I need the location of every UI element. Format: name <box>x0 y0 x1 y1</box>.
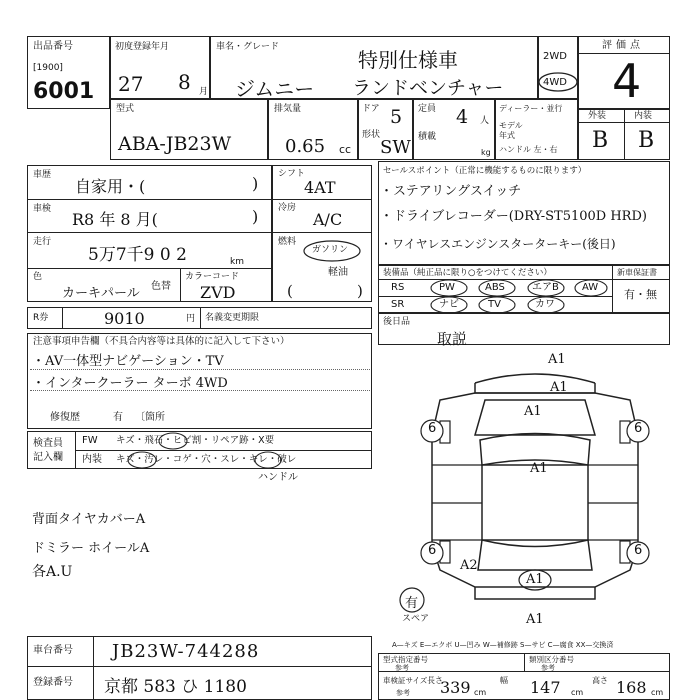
damage-mark-6: A1 <box>526 572 544 587</box>
repair-places: 〔箇所 <box>135 412 165 423</box>
option-pw: PW <box>439 282 455 293</box>
shift-value: 4AT <box>304 178 336 197</box>
capacity-unit: 人 <box>480 116 490 126</box>
option-abs: ABS <box>485 282 505 293</box>
tire-mark-rr: 6 <box>634 543 643 558</box>
damage-mark-2: A1 <box>550 380 568 395</box>
interior-grade: B <box>638 128 655 153</box>
inspection-value: R8 年 8 月( <box>72 210 158 229</box>
after-install-value: 取説 <box>437 330 468 348</box>
interior-label: 内装 <box>634 111 653 121</box>
special-edition: 特別仕様車 <box>358 48 458 72</box>
first-reg-year: 27 <box>118 72 144 96</box>
note-line-1: ・AV一体型ナビゲーション・TV <box>32 354 224 369</box>
notes-label: 注意事項申告欄（不具合内容等は具体的に記入して下さい） <box>33 336 290 347</box>
damage-mark-3: A1 <box>524 404 542 419</box>
chassis-label: 車台番号 <box>33 645 73 656</box>
name-grade-label: 車名・グレード <box>216 42 280 52</box>
load-unit: kg <box>481 148 491 157</box>
height-label: 高さ <box>592 676 608 685</box>
note-line-2: ・インタークーラー ターボ 4WD <box>32 376 228 391</box>
comment-2: ドミラー ホイールA <box>32 541 150 556</box>
option-leather: カワ <box>535 299 555 310</box>
after-install-label: 後日品 <box>383 317 411 327</box>
warranty-value: 有・無 <box>624 288 657 301</box>
car-name: ジムニー <box>235 77 315 101</box>
damage-mark-5: A2 <box>460 558 478 573</box>
color-value: カーキパール <box>62 286 140 301</box>
option-tv: TV <box>488 299 501 310</box>
option-circles <box>378 279 612 313</box>
width-label: 幅 <box>500 676 508 685</box>
fw-label: FW <box>82 435 98 446</box>
sales-point-3: ・ワイヤレスエンジンスターターキー(後日) <box>380 237 616 251</box>
width-value: 147 <box>530 678 561 697</box>
reg-label: 登録番号 <box>33 677 73 688</box>
tire-mark-rl: 6 <box>428 543 437 558</box>
drive-2wd: 2WD <box>543 51 567 62</box>
first-reg-month: 8 <box>178 70 191 94</box>
spare-value: 有 <box>405 596 419 611</box>
sales-point-1: ・ステアリングスイッチ <box>380 184 522 199</box>
first-reg-label: 初度登録年月 <box>115 42 170 52</box>
name-change-label: 名義変更期限 <box>205 313 260 323</box>
comment-3: 各A.U <box>32 564 73 580</box>
lot-number: 6001 <box>33 79 95 104</box>
handle-label: ハンドル 左・右 <box>499 145 558 154</box>
chassis-value: JB23W-744288 <box>112 641 260 662</box>
tire-mark-fl: 6 <box>428 421 437 436</box>
comment-1: 背面タイヤカバーA <box>32 512 146 527</box>
sales-point-2: ・ドライブレコーダー(DRY-ST5100D HRD) <box>380 209 647 224</box>
lot-label: 出品番号 <box>33 41 73 52</box>
dealer-label: ディーラー・並行 <box>499 104 563 113</box>
sales-points-label: セールスポイント（正常に機能するものに限ります） <box>383 166 587 176</box>
car-history-label: 車歴 <box>33 170 52 180</box>
model-value: ABA-JB23W <box>118 133 232 155</box>
shape-value: SW <box>380 137 411 158</box>
damage-mark-4: A1 <box>530 461 548 476</box>
repair-value: 有 <box>113 412 123 423</box>
fuel-gasoline-circle <box>301 238 363 264</box>
damage-mark-1: A1 <box>548 352 566 367</box>
damage-mark-7: A1 <box>526 612 544 627</box>
handle-note: ハンドル <box>258 472 298 483</box>
fuel-open: ( <box>287 282 293 300</box>
spare-circle <box>398 586 426 614</box>
capacity-value: 4 <box>456 106 469 128</box>
mileage-value: 5万7千9 0 2 <box>88 245 187 265</box>
mileage-label: 走行 <box>33 237 52 247</box>
doors-label: ドア <box>362 104 380 114</box>
option-sr: SR <box>391 299 405 310</box>
recycle-unit: 円 <box>186 314 196 324</box>
repair-label: 修復歴 <box>50 412 80 423</box>
after-install-box <box>378 313 670 345</box>
grade-name: ランドベンチャー <box>352 77 504 99</box>
size-ref-label: 参考 <box>396 689 410 697</box>
interior-row-label: 内装 <box>82 454 102 465</box>
car-diagram <box>400 355 670 630</box>
exterior-grade: B <box>592 128 609 153</box>
displacement-value: 0.65 <box>285 136 326 157</box>
category-label: 類別区分番号 <box>529 655 574 664</box>
displacement-unit: cc <box>339 143 352 156</box>
fuel-close: ) <box>357 282 363 300</box>
color-label: 色 <box>33 272 43 282</box>
load-label: 積載 <box>418 132 437 142</box>
recycle-value: 9010 <box>104 309 145 328</box>
drive-4wd-circle <box>536 70 580 94</box>
color-code-label: カラーコード <box>185 272 240 282</box>
width-unit: cm <box>571 688 584 697</box>
tire-mark-fr: 6 <box>634 421 643 436</box>
legend: A—キズ E—エクボ U—凹み W—補修跡 S—サビ C—腐食 XX—交換済 <box>392 641 614 649</box>
fuel-label: 燃料 <box>278 237 297 247</box>
option-navi: ナビ <box>439 299 459 310</box>
score-label: 評価点 <box>602 40 644 51</box>
doors-value: 5 <box>390 106 403 128</box>
model-label: 型式 <box>116 104 135 114</box>
recycle-label: R券 <box>33 313 49 323</box>
option-aw: AW <box>582 282 599 293</box>
length-unit: cm <box>474 688 487 697</box>
height-unit: cm <box>651 688 664 697</box>
drive-4wd: 4WD <box>543 77 567 88</box>
category-ref-label: 参考 <box>541 664 555 672</box>
fuel-gasoline: ガソリン <box>312 245 349 255</box>
car-history-close: ) <box>252 174 259 193</box>
height-value: 168 <box>616 678 647 697</box>
warranty-label: 新車保証書 <box>617 268 657 277</box>
fw-items: キズ・飛石・ヒビ割・リペア跡・X要 <box>116 435 275 446</box>
car-history-value: 自家用・( <box>75 177 146 196</box>
ac-value: A/C <box>313 210 343 229</box>
mileage-unit: km <box>230 257 244 267</box>
inspector-label: 検査員 記入欄 <box>33 438 63 463</box>
model-year-label: モデル 年式 <box>499 121 523 140</box>
reg-value: 京都 583 ひ 1180 <box>104 677 247 697</box>
fuel-diesel: 軽油 <box>328 267 348 278</box>
exterior-label: 外装 <box>588 111 607 121</box>
displacement-label: 排気量 <box>274 104 302 114</box>
inspection-label: 車検 <box>33 204 52 214</box>
type-designation-label: 型式指定番号 <box>383 655 428 664</box>
color-change-label: 色替 <box>151 281 171 292</box>
spare-label: スペア <box>402 614 430 624</box>
lot-code: [1900] <box>33 63 63 73</box>
inspection-close: ) <box>252 207 259 226</box>
shift-label: シフト <box>278 169 306 179</box>
score-value: 4 <box>612 54 642 108</box>
month-unit: 月 <box>199 87 209 97</box>
option-airbag: エアB <box>532 282 559 293</box>
interior-items: キズ・汚レ・コゲ・穴・スレ・キレ・破レ <box>116 454 297 465</box>
capacity-label: 定員 <box>418 104 437 114</box>
type-ref-label: 参考 <box>395 664 409 672</box>
shape-label: 形状 <box>362 130 381 140</box>
option-rs: RS <box>391 282 405 293</box>
length-label: 長さ <box>427 676 443 685</box>
color-code-value: ZVD <box>200 283 236 302</box>
ac-label: 冷房 <box>278 203 297 213</box>
inspector-circles <box>75 431 372 469</box>
length-value: 339 <box>440 678 471 697</box>
size-label: 車検証サイズ <box>383 676 428 685</box>
options-label: 装備品（純正品に限り○をつけてください） <box>383 268 552 278</box>
